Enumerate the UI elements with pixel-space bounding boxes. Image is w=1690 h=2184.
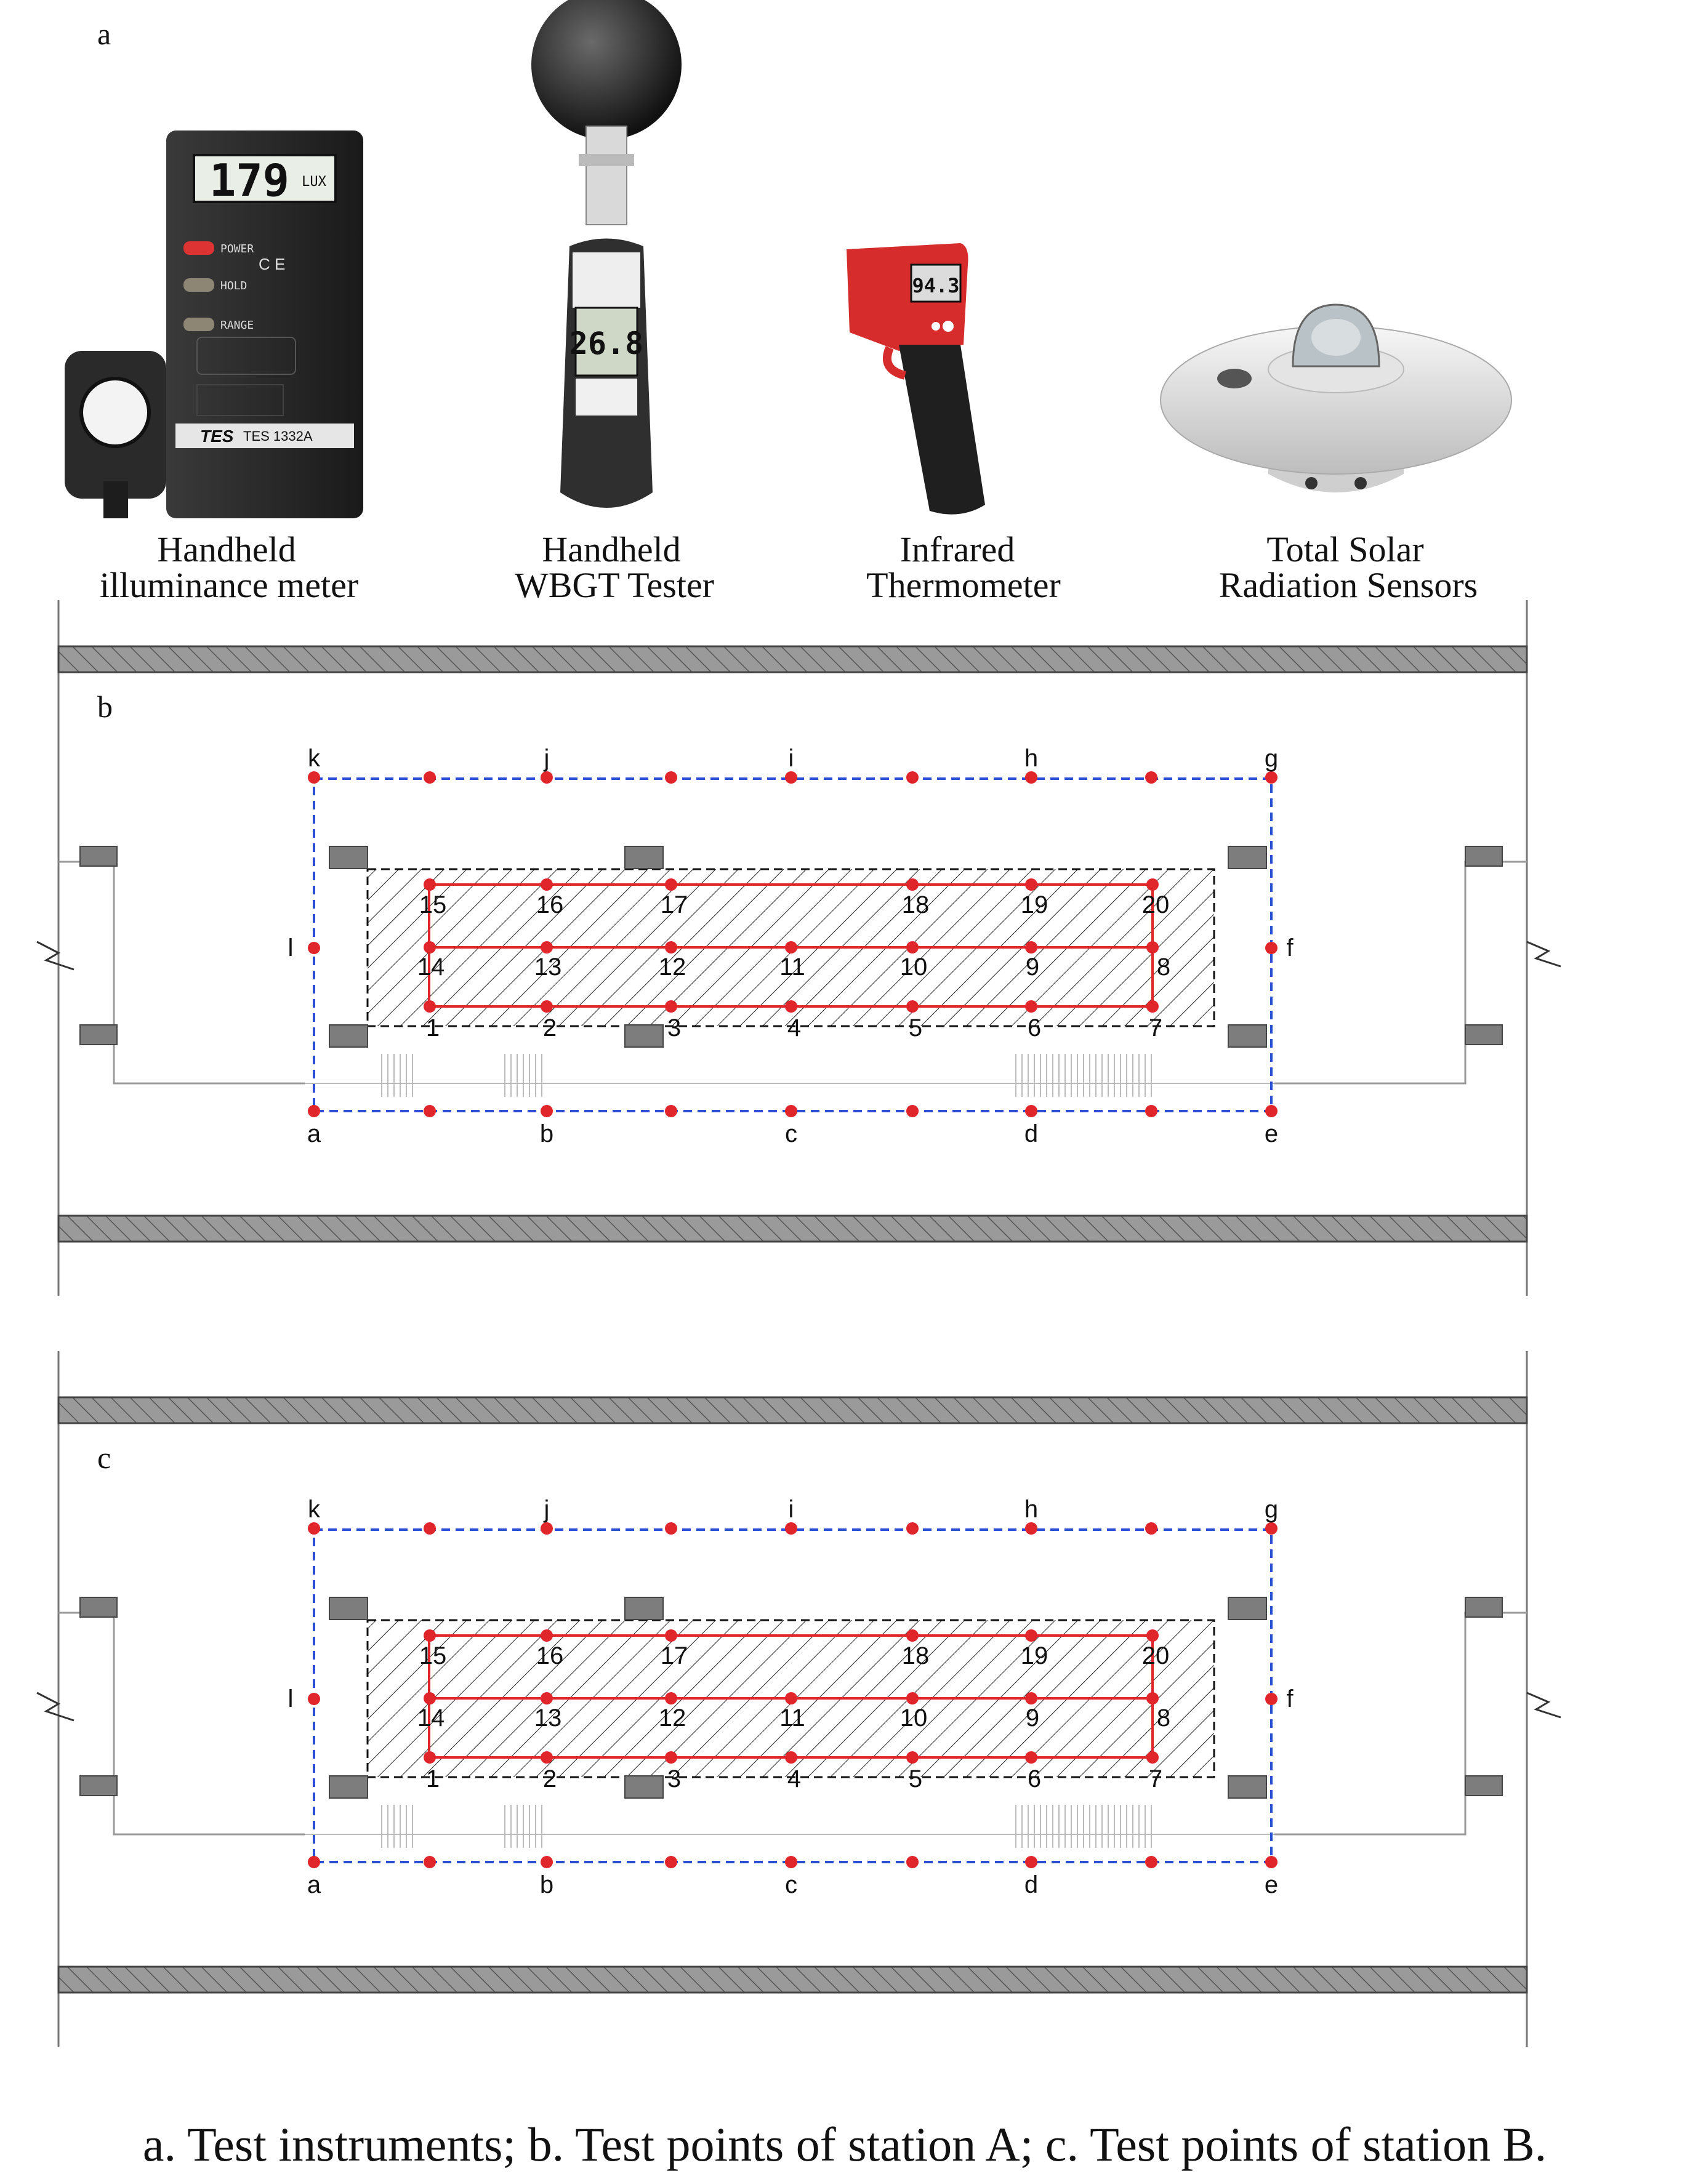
- lux-range-label: RANGE: [220, 319, 254, 332]
- lux-display-value: 179: [209, 155, 290, 206]
- point-label-14: 14: [417, 1704, 445, 1732]
- test-point-dot: [424, 1751, 436, 1764]
- point-label-15: 15: [419, 891, 447, 918]
- test-point-dot: [424, 1105, 436, 1117]
- ir-label-line1: Infrared: [899, 529, 1015, 569]
- test-point-dot: [1025, 771, 1037, 784]
- test-point-dot: [665, 1856, 677, 1868]
- test-point-dot: [1265, 771, 1278, 784]
- wbgt-display-value: 26.8: [569, 326, 644, 361]
- test-point-dot: [541, 1629, 553, 1642]
- test-point-dot: [906, 771, 919, 784]
- point-label-10: 10: [899, 1704, 928, 1732]
- test-point-dot: [785, 1692, 797, 1704]
- panel-a-letter: a: [97, 17, 111, 51]
- test-point-dot: [1265, 942, 1278, 954]
- test-point-dot: [785, 1522, 797, 1535]
- column: [80, 1025, 117, 1045]
- break-mark-left: [37, 1693, 74, 1720]
- column: [329, 1025, 368, 1047]
- point-label-15: 15: [419, 1642, 447, 1669]
- test-point-dot: [665, 1751, 677, 1764]
- solar-label-line2: Radiation Sensors: [1218, 565, 1478, 605]
- lux-hold-label: HOLD: [220, 279, 247, 292]
- point-label-17: 17: [660, 891, 688, 918]
- point-label-b: b: [539, 1120, 554, 1147]
- test-point-dot: [1025, 1000, 1037, 1013]
- point-label-k: k: [308, 1496, 320, 1523]
- point-label-17: 17: [660, 1642, 688, 1669]
- ir-display-value: 94.3: [912, 274, 960, 297]
- wbgt-label-line1: Handheld: [542, 529, 681, 569]
- test-point-dot: [785, 1751, 797, 1764]
- point-label-e: e: [1264, 1120, 1279, 1147]
- point-label-j: j: [544, 745, 550, 772]
- test-point-dot: [906, 1629, 919, 1642]
- test-point-dot: [541, 1692, 553, 1704]
- test-point-dot: [1265, 1105, 1278, 1117]
- point-label-9: 9: [1025, 1704, 1040, 1732]
- column: [80, 846, 117, 866]
- point-label-5: 5: [908, 1765, 923, 1793]
- point-label-j: j: [544, 1496, 550, 1523]
- column: [1228, 1025, 1266, 1047]
- point-label-8: 8: [1156, 953, 1171, 981]
- test-point-dot: [1265, 1856, 1278, 1868]
- column: [625, 1776, 663, 1798]
- test-point-dot: [308, 1522, 320, 1535]
- test-point-dot: [906, 878, 919, 891]
- point-label-k: k: [308, 745, 320, 772]
- test-point-dot: [308, 1856, 320, 1868]
- test-point-dot: [1025, 1692, 1037, 1704]
- break-mark-right: [1527, 1693, 1561, 1717]
- test-point-dot: [424, 1856, 436, 1868]
- figure-caption: a. Test instruments; b. Test points of station A; c. Test points of station B.: [142, 2118, 1547, 2171]
- test-point-dot: [541, 1751, 553, 1764]
- point-label-20: 20: [1141, 891, 1170, 918]
- test-point-dot: [1146, 941, 1159, 953]
- test-point-dot: [424, 771, 436, 784]
- test-point-dot: [1025, 878, 1037, 891]
- panel-c: [37, 1351, 1561, 2047]
- panel-b: [37, 600, 1561, 1296]
- test-point-dot: [424, 1692, 436, 1704]
- test-point-dot: [665, 771, 677, 784]
- column: [625, 1025, 663, 1047]
- point-label-b: b: [539, 1871, 554, 1898]
- svg-text:C E: C E: [259, 255, 286, 273]
- test-point-dot: [906, 1692, 919, 1704]
- test-point-dot: [308, 1105, 320, 1117]
- point-label-i: i: [788, 745, 794, 772]
- point-label-4: 4: [787, 1765, 802, 1793]
- point-label-12: 12: [658, 1704, 686, 1732]
- test-point-dot: [665, 878, 677, 891]
- point-label-6: 6: [1027, 1014, 1042, 1042]
- test-point-dot: [665, 1692, 677, 1704]
- point-label-10: 10: [899, 953, 928, 981]
- lux-meter-label-line2: illuminance meter: [99, 565, 359, 605]
- test-point-dot: [424, 1522, 436, 1535]
- point-label-h: h: [1024, 1496, 1039, 1523]
- test-point-dot: [424, 1629, 436, 1642]
- test-point-dot: [785, 1856, 797, 1868]
- point-label-f: f: [1286, 934, 1294, 962]
- test-point-dot: [424, 941, 436, 953]
- point-label-7: 7: [1148, 1765, 1163, 1793]
- point-label-14: 14: [417, 953, 445, 981]
- test-point-dot: [665, 1522, 677, 1535]
- point-label-19: 19: [1020, 891, 1048, 918]
- lux-display-unit: LUX: [302, 174, 326, 190]
- ir-label-line2: Thermometer: [866, 565, 1061, 605]
- panel-c-letter: c: [97, 1440, 111, 1475]
- test-point-dot: [1146, 1692, 1159, 1704]
- infrared-thermometer-icon: [847, 243, 985, 515]
- column: [625, 1597, 663, 1620]
- panel-b-letter: b: [97, 689, 113, 724]
- point-label-3: 3: [667, 1765, 682, 1793]
- lux-model: TES 1332A: [243, 428, 313, 444]
- test-point-dot: [1145, 1105, 1157, 1117]
- column: [1228, 1776, 1266, 1798]
- point-label-g: g: [1264, 1496, 1279, 1523]
- wbgt-label-line2: WBGT Tester: [514, 565, 715, 605]
- point-label-9: 9: [1025, 953, 1040, 981]
- lux-power-label: POWER: [220, 243, 254, 255]
- test-point-dot: [541, 1000, 553, 1013]
- test-point-dot: [541, 1522, 553, 1535]
- test-point-dot: [665, 1629, 677, 1642]
- point-label-l: l: [288, 1685, 294, 1712]
- break-mark-right: [1527, 942, 1561, 966]
- column: [1228, 1597, 1266, 1620]
- lux-brand: TES: [200, 427, 234, 446]
- test-point-dot: [1025, 1751, 1037, 1764]
- test-point-dot: [906, 1751, 919, 1764]
- column: [1465, 846, 1502, 866]
- wbgt-tester-icon: [531, 0, 682, 508]
- test-point-dot: [665, 941, 677, 953]
- point-label-3: 3: [667, 1014, 682, 1042]
- point-label-11: 11: [779, 1704, 805, 1732]
- column: [625, 846, 663, 869]
- test-point-dot: [1025, 1629, 1037, 1642]
- point-label-d: d: [1024, 1120, 1039, 1147]
- point-label-16: 16: [536, 891, 564, 918]
- point-label-c: c: [785, 1871, 797, 1898]
- test-point-dot: [1025, 941, 1037, 953]
- test-point-dot: [906, 941, 919, 953]
- point-label-18: 18: [901, 1642, 930, 1669]
- test-point-dot: [906, 1105, 919, 1117]
- test-point-dot: [1265, 1693, 1278, 1705]
- point-label-1: 1: [425, 1014, 440, 1042]
- column: [329, 846, 368, 869]
- point-label-5: 5: [908, 1014, 923, 1042]
- point-label-7: 7: [1148, 1014, 1163, 1042]
- point-label-i: i: [788, 1496, 794, 1523]
- point-label-11: 11: [779, 953, 805, 981]
- column: [1465, 1025, 1502, 1045]
- column: [80, 1776, 117, 1796]
- point-label-19: 19: [1020, 1642, 1048, 1669]
- test-point-dot: [1025, 1105, 1037, 1117]
- point-label-20: 20: [1141, 1642, 1170, 1669]
- test-point-dot: [906, 1856, 919, 1868]
- test-point-dot: [541, 878, 553, 891]
- point-label-8: 8: [1156, 1704, 1171, 1732]
- test-point-dot: [541, 1856, 553, 1868]
- lux-meter-label-line1: Handheld: [157, 529, 296, 569]
- test-point-dot: [665, 1000, 677, 1013]
- test-point-dot: [1025, 1522, 1037, 1535]
- test-point-dot: [1025, 1856, 1037, 1868]
- point-label-16: 16: [536, 1642, 564, 1669]
- column: [1465, 1776, 1502, 1796]
- point-label-18: 18: [901, 891, 930, 918]
- test-point-dot: [906, 1000, 919, 1013]
- column: [1465, 1597, 1502, 1617]
- wall-top: [58, 1397, 1527, 1423]
- point-label-d: d: [1024, 1871, 1039, 1898]
- point-label-g: g: [1264, 745, 1279, 772]
- test-point-dot: [308, 771, 320, 784]
- test-point-dot: [308, 1693, 320, 1705]
- column: [80, 1597, 117, 1617]
- solar-label-line1: Total Solar: [1266, 529, 1424, 569]
- test-point-dot: [1146, 878, 1159, 891]
- test-point-dot: [665, 1105, 677, 1117]
- column: [329, 1776, 368, 1798]
- test-point-dot: [424, 878, 436, 891]
- test-point-dot: [541, 1105, 553, 1117]
- point-label-2: 2: [542, 1765, 557, 1793]
- point-label-13: 13: [534, 953, 562, 981]
- column: [329, 1597, 368, 1620]
- concourse-outline-left: [58, 1613, 305, 1834]
- test-point-dot: [1145, 771, 1157, 784]
- break-mark-left: [37, 942, 74, 970]
- concourse-outline-right: [1274, 862, 1527, 1083]
- wall-bottom: [58, 1967, 1527, 1993]
- point-label-h: h: [1024, 745, 1039, 772]
- test-point-dot: [1145, 1522, 1157, 1535]
- column: [1228, 846, 1266, 869]
- test-point-dot: [1146, 1629, 1159, 1642]
- concourse-outline-right: [1274, 1613, 1527, 1834]
- test-point-dot: [1265, 1522, 1278, 1535]
- point-label-1: 1: [425, 1765, 440, 1793]
- test-point-dot: [785, 1105, 797, 1117]
- point-label-a: a: [307, 1871, 321, 1898]
- point-label-c: c: [785, 1120, 797, 1147]
- test-point-dot: [906, 1522, 919, 1535]
- test-point-dot: [424, 1000, 436, 1013]
- point-label-e: e: [1264, 1871, 1279, 1898]
- point-label-a: a: [307, 1120, 321, 1147]
- point-label-f: f: [1286, 1685, 1294, 1712]
- test-point-dot: [541, 941, 553, 953]
- wall-bottom: [58, 1216, 1527, 1242]
- point-label-13: 13: [534, 1704, 562, 1732]
- test-point-dot: [785, 941, 797, 953]
- panel-a: [65, 0, 1511, 605]
- test-point-dot: [1145, 1856, 1157, 1868]
- concourse-outline-left: [58, 862, 305, 1083]
- point-label-l: l: [288, 934, 294, 962]
- test-point-dot: [1146, 1751, 1159, 1764]
- wall-top: [58, 646, 1527, 672]
- point-label-12: 12: [658, 953, 686, 981]
- test-point-dot: [308, 942, 320, 954]
- lux-meter-icon: [65, 130, 363, 518]
- test-point-dot: [785, 771, 797, 784]
- solar-radiation-sensor-icon: [1161, 305, 1511, 492]
- test-point-dot: [541, 771, 553, 784]
- test-point-dot: [1146, 1000, 1159, 1013]
- test-point-dot: [785, 1000, 797, 1013]
- point-label-6: 6: [1027, 1765, 1042, 1793]
- point-label-2: 2: [542, 1014, 557, 1042]
- point-label-4: 4: [787, 1014, 802, 1042]
